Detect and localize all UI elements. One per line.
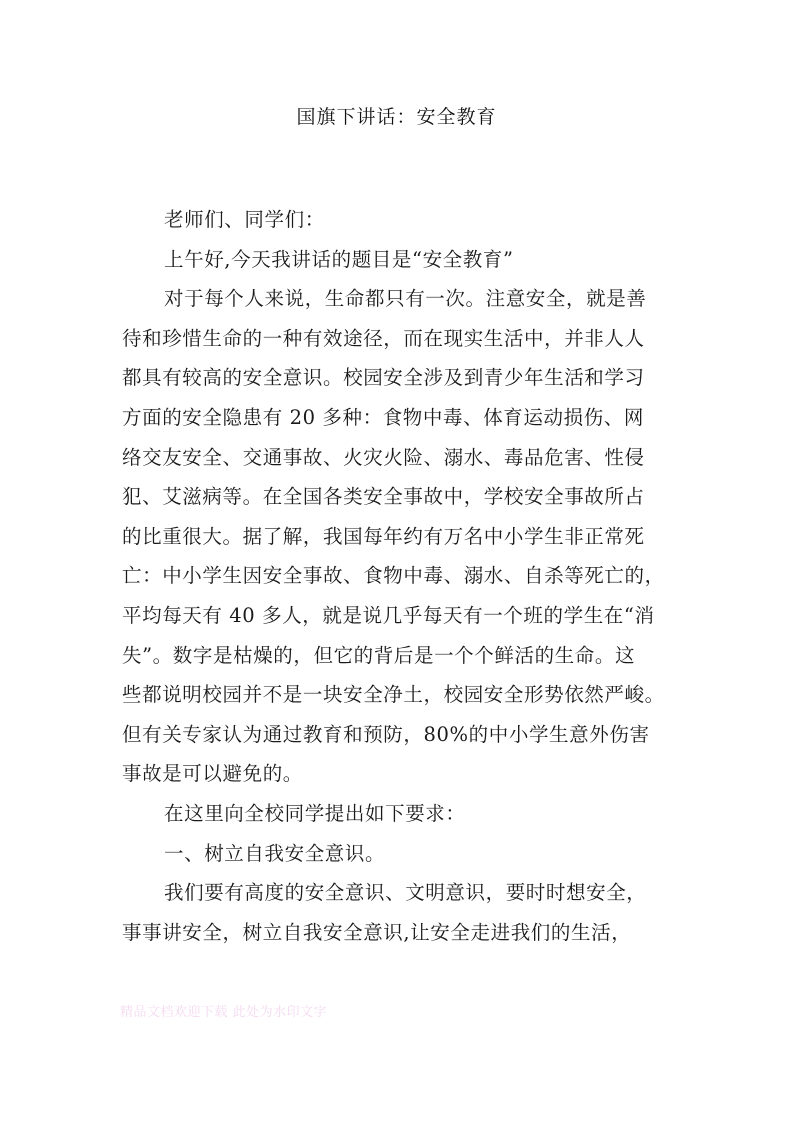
paragraph-line: 都具有较高的安全意识。校园安全涉及到青少年生活和学习 bbox=[122, 366, 645, 390]
document-body bbox=[122, 200, 682, 952]
paragraph-line: 事事讲安全，树立自我安全意识,让安全走进我们的生活， bbox=[122, 920, 632, 944]
salutation-line: 老师们、同学们： bbox=[164, 208, 325, 231]
paragraph-line: 待和珍惜生命的一种有效途径，而在现实生活中，并非人人 bbox=[122, 326, 645, 350]
paragraph-line: 络交友安全、交通事故、火灾火险、溺水、毒品危害、性侵 bbox=[122, 445, 645, 469]
greeting-line: 上午好,今天我讲话的题目是“安全教育” bbox=[164, 247, 514, 271]
section-heading-line: 一、树立自我安全意识。 bbox=[164, 841, 386, 865]
paragraph-line: 失”。数字是枯燥的，但它的背后是一个个鲜活的生命。这 bbox=[122, 643, 636, 667]
paragraph-line: 犯、艾滋病等。在全国各类安全事故中，学校安全事故所占 bbox=[122, 485, 645, 509]
paragraph-line: 我们要有高度的安全意识、文明意识，要时时想安全， bbox=[164, 881, 647, 905]
paragraph-line: 对于每个人来说，生命都只有一次。注意安全，就是善 bbox=[164, 287, 647, 311]
footer-watermark: 精品文档欢迎下载 此处为水印文字 bbox=[120, 1005, 328, 1020]
paragraph-line: 方面的安全隐患有 20 多种：食物中毒、体育运动损伤、网 bbox=[122, 405, 645, 429]
paragraph-line: 亡：中小学生因安全事故、食物中毒、溺水、自杀等死亡的， bbox=[122, 564, 665, 588]
paragraph-line: 但有关专家认为通过教育和预防，80%的中小学生意外伤害 bbox=[122, 722, 650, 746]
paragraph-line: 些都说明校园并不是一块安全净土，校园安全形势依然严峻。 bbox=[122, 683, 665, 707]
requirements-intro-line: 在这里向全校同学提出如下要求： bbox=[164, 801, 466, 825]
paragraph-line: 事故是可以避免的。 bbox=[122, 762, 303, 786]
paragraph-line: 平均每天有 40 多人，就是说几乎每天有一个班的学生在“消 bbox=[122, 603, 655, 627]
paragraph-line: 的比重很大。据了解，我国每年约有万名中小学生非正常死 bbox=[122, 524, 645, 548]
document-title: 国旗下讲话：安全教育 bbox=[296, 106, 497, 128]
